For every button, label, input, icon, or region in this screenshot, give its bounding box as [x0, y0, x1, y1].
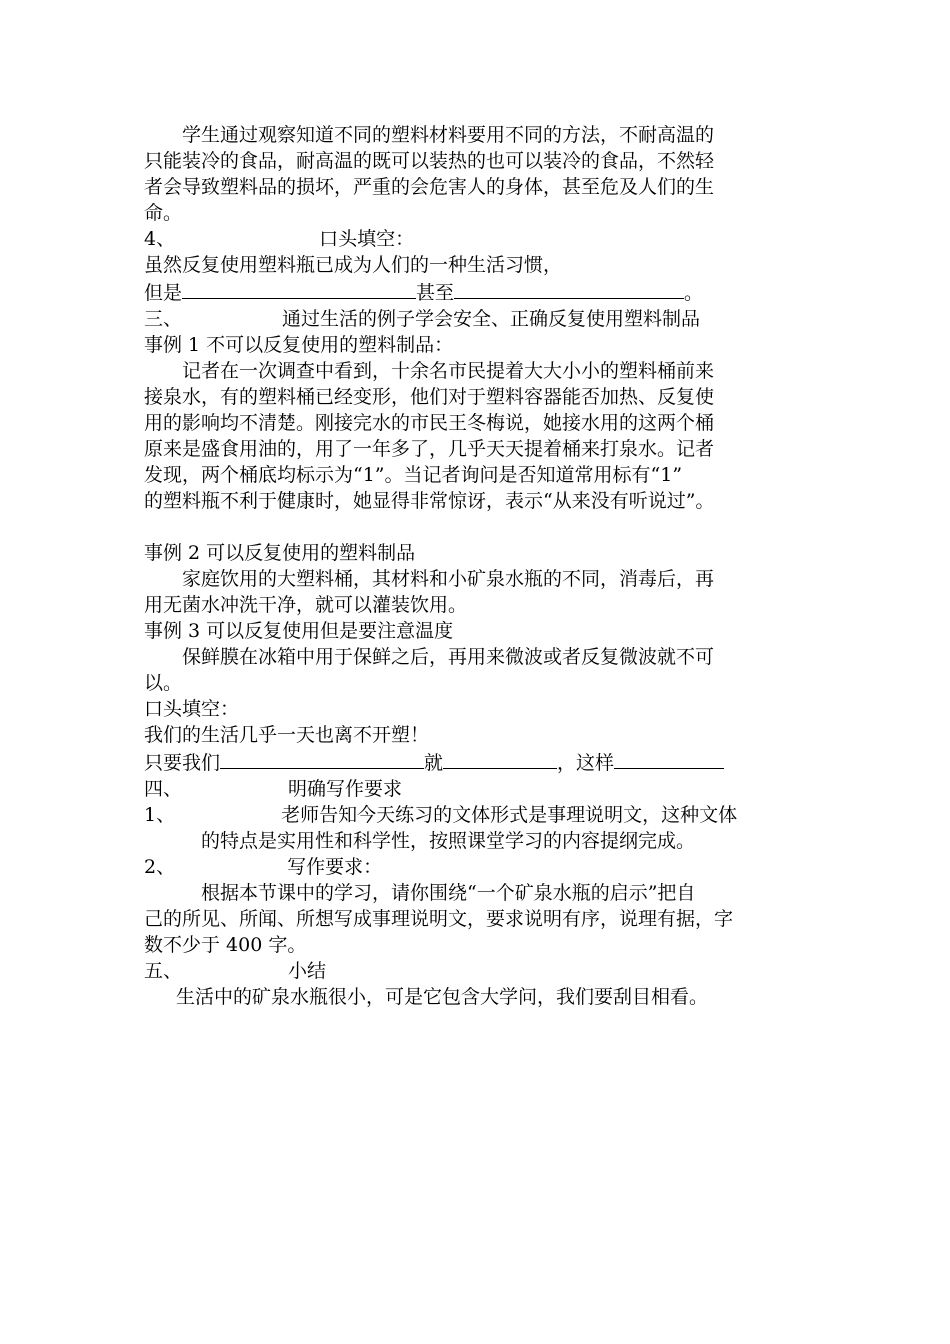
item-4-heading [144, 226, 816, 252]
text-line: 命。 [144, 202, 183, 224]
text-line: 发现，两个桶底均标示为“1”。当记者询问是否知道常用标有“1” [144, 464, 683, 486]
fill-text: 甚至 [416, 282, 455, 304]
blank-field[interactable] [443, 748, 557, 769]
section-title: 明确写作要求 [288, 778, 403, 800]
text-line: 原来是盛食用油的，用了一年多了，几乎天天提着桶来打泉水。记者 [144, 438, 715, 460]
blank-field[interactable] [454, 278, 684, 299]
text-line: 保鲜膜在冰箱中用于保鲜之后，再用来微波或者反复微波就不可 [144, 646, 715, 668]
requirement-1-continuation: 的特点是实用性和科学性，按照课堂学习的内容提纲完成。 [201, 830, 696, 852]
section-4-heading [144, 776, 816, 802]
text-line: 接泉水，有的塑料桶已经变形，他们对于塑料容器能否加热、反复使 [144, 386, 715, 408]
fill-text: ，这样 [557, 752, 615, 774]
text-line: 根据本节课中的学习，请你围绕“一个矿泉水瓶的启示”把自 [144, 882, 696, 904]
summary-line: 生活中的矿泉水瓶很小，可是它包含大学问，我们要刮目相看。 [176, 986, 709, 1008]
item-number: 1、 [144, 804, 176, 826]
paragraph-observation [144, 122, 816, 226]
section-title: 小结 [288, 960, 327, 982]
section-title: 通过生活的例子学会安全、正确反复使用塑料制品 [282, 308, 701, 330]
requirement-2-line [144, 854, 816, 880]
text-line: 用无菌水冲洗干净，就可以灌装饮用。 [144, 594, 468, 616]
case-2-title: 事例 2 可以反复使用的塑料制品 [144, 542, 416, 564]
text-line: 学生通过观察知道不同的塑料材料要用不同的方法，不耐高温的 [144, 124, 715, 146]
item-title: 写作要求： [287, 856, 383, 878]
section-3-heading [144, 306, 816, 332]
blank-field[interactable] [614, 748, 724, 769]
fill-blank-sentence-1: 虽然反复使用塑料瓶已成为人们的一种生活习惯， [144, 254, 563, 276]
case-1-body [144, 358, 816, 514]
item-title: 口头填空： [319, 228, 415, 250]
text-line: 记者在一次调查中看到，十余名市民提着大大小小的塑料桶前来 [144, 360, 715, 382]
blank-field[interactable] [182, 278, 416, 299]
document-page [144, 122, 816, 1010]
text-line: 数不少于 400 字。 [144, 934, 307, 956]
spacer [144, 514, 816, 540]
text-line: 家庭饮用的大塑料桶，其材料和小矿泉水瓶的不同，消毒后，再 [144, 568, 715, 590]
fill-text: 只要我们 [144, 752, 221, 774]
fill-text: 。 [684, 282, 704, 304]
text-line: 以。 [144, 672, 183, 694]
fill-text: 但是 [144, 282, 183, 304]
case-3-title: 事例 3 可以反复使用但是要注意温度 [144, 620, 454, 642]
item-number: 2、 [144, 856, 176, 878]
blank-field[interactable] [220, 748, 424, 769]
case-2-body [144, 566, 816, 618]
text-line: 的塑料瓶不利于健康时，她显得非常惊讶，表示“从来没有听说过”。 [144, 490, 715, 512]
case-3-body [144, 644, 816, 696]
text-line: 用的影响均不清楚。刚接完水的市民王冬梅说，她接水用的这两个桶 [144, 412, 715, 434]
text-line: 老师告知今天练习的文体形式是事理说明文，这种文体 [281, 804, 738, 826]
text-line: 己的所见、所闻、所想写成事理说明文，要求说明有序，说理有据，字 [144, 908, 734, 930]
oral-fill-title: 口头填空： [144, 698, 240, 720]
section-number: 三、 [144, 308, 183, 330]
section-5-heading [144, 958, 816, 984]
requirement-2-body [144, 880, 816, 958]
text-line: 只能装冷的食品，耐高温的既可以装热的也可以装冷的食品，不然轻 [144, 150, 715, 172]
section-number: 五、 [144, 960, 183, 982]
fill-blank-line-1 [144, 278, 816, 306]
oral-fill-sentence: 我们的生活几乎一天也离不开塑！ [144, 724, 430, 746]
fill-blank-line-2 [144, 748, 816, 776]
item-number: 4、 [144, 228, 176, 250]
case-1-title: 事例 1 不可以反复使用的塑料制品： [144, 334, 454, 356]
requirement-1-line [144, 802, 816, 828]
fill-text: 就 [424, 752, 444, 774]
text-line: 者会导致塑料品的损坏，严重的会危害人的身体，甚至危及人们的生 [144, 176, 715, 198]
section-number: 四、 [144, 778, 183, 800]
